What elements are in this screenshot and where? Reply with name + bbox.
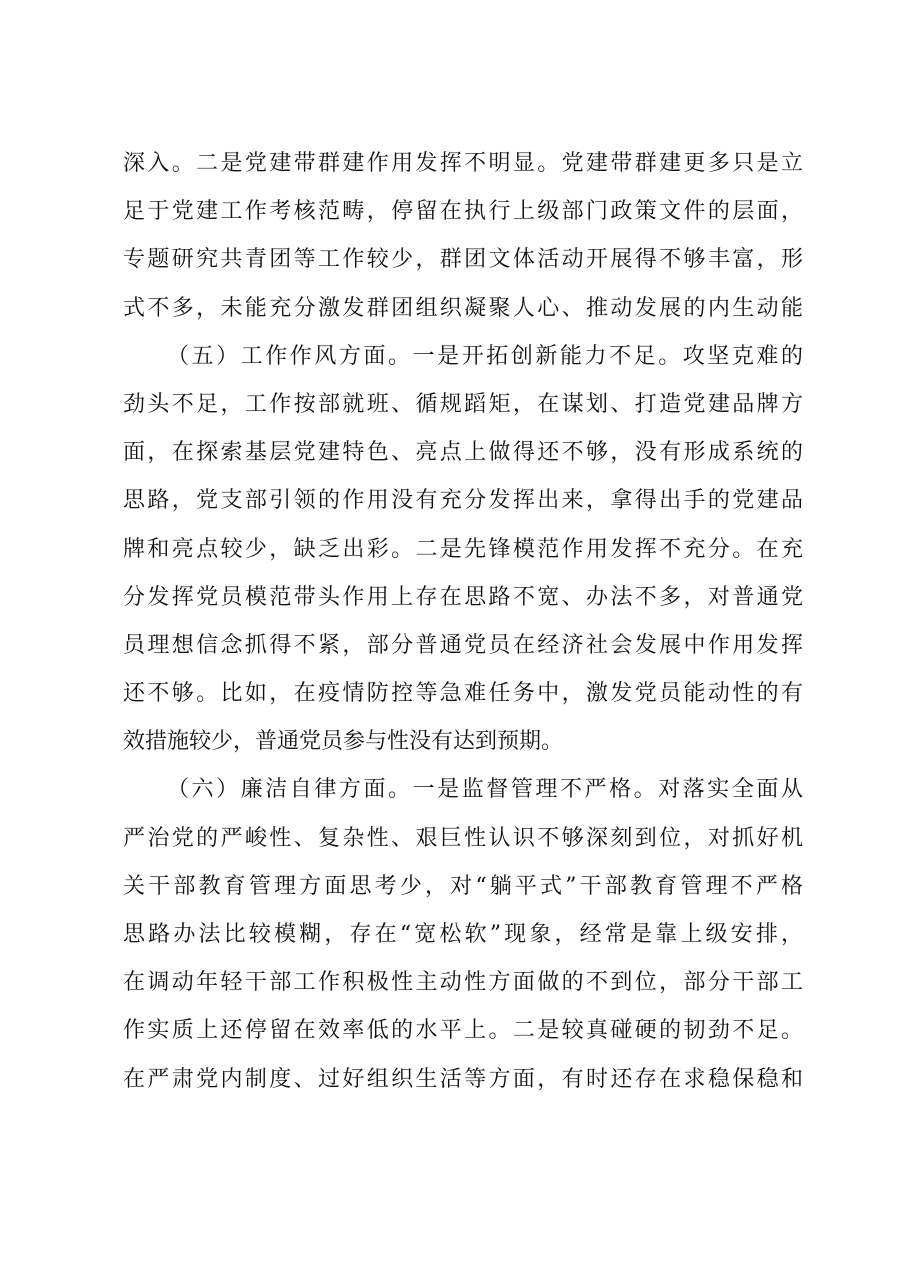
text-line: 分发挥党员模范带头作用上存在思路不宽、办法不多，对普通党 xyxy=(123,584,803,610)
text-line: 严治党的严峻性、复杂性、艰巨性认识不够深刻到位，对抓好机 xyxy=(123,825,803,851)
text-line: 深入。二是党建带群建作用发挥不明显。党建带群建更多只是立 xyxy=(123,151,803,176)
text-line: 作实质上还停留在效率低的水平上。二是较真碰硬的韧劲不足。 xyxy=(123,1018,803,1044)
text-line: 在调动年轻干部工作积极性主动性方面做的不到位，部分干部工 xyxy=(123,970,803,996)
body-text xyxy=(123,140,803,1104)
text-line: 还不够。比如，在疫情防控等急难任务中，激发党员能动性的有 xyxy=(123,681,803,707)
text-line: 式不多，未能充分激发群团组织凝聚人心、推动发展的内生动能 xyxy=(123,295,803,321)
text-line: 专题研究共青团等工作较少，群团文体活动开展得不够丰富，形 xyxy=(123,247,803,273)
text-line: 关干部教育管理方面思考少，对“躺平式”干部教育管理不严格 xyxy=(123,873,803,899)
text-line: 足于党建工作考核范畴，停留在执行上级部门政策文件的层面， xyxy=(123,199,803,225)
text-line: 劲头不足，工作按部就班、循规蹈矩，在谋划、打造党建品牌方 xyxy=(123,391,803,417)
text-line: 效措施较少，普通党员参与性没有达到预期。 xyxy=(123,729,564,755)
text-line: 面，在探索基层党建特色、亮点上做得还不够，没有形成系统的 xyxy=(123,440,803,466)
text-line: 思路办法比较模糊，存在“宽松软”现象，经常是靠上级安排， xyxy=(123,922,803,947)
text-line: 思路，党支部引领的作用没有充分发挥出来，拿得出手的党建品 xyxy=(123,488,803,514)
section-heading-line: （六）廉洁自律方面。一是监督管理不严格。对落实全面从 xyxy=(167,777,803,803)
text-line: 员理想信念抓得不紧，部分普通党员在经济社会发展中作用发挥 xyxy=(123,632,803,658)
text-line: 牌和亮点较少，缺乏出彩。二是先锋模范作用发挥不充分。在充 xyxy=(123,536,803,562)
text-line: 在严肃党内制度、过好组织生活等方面，有时还存在求稳保稳和 xyxy=(123,1066,803,1092)
section-heading-line: （五）工作作风方面。一是开拓创新能力不足。攻坚克难的 xyxy=(167,343,803,369)
